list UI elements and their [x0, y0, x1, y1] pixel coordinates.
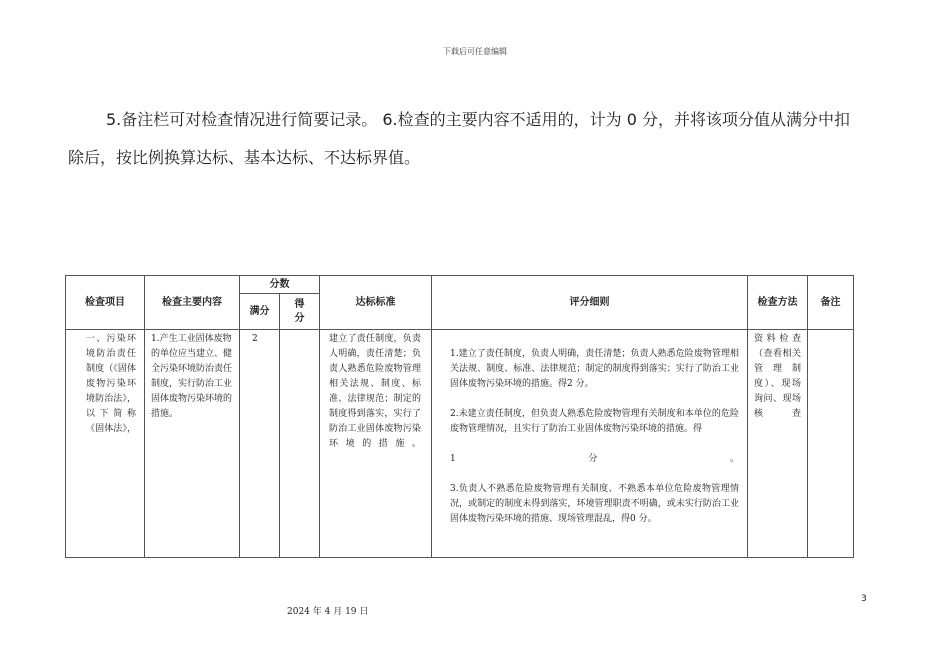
table-row — [66, 330, 854, 558]
criteria-item-2-score: 1 分 。 — [450, 454, 739, 464]
criteria-item-1: 1.建立了责任制度，负责人明确，责任清楚；负责人熟悉危险废物管理相关法规、制度、标准、法律规范；制定的制度得到落实；实行了防治工业固体废物污染环境的措施。得2 分。 — [450, 349, 739, 389]
page-number: 3 — [861, 594, 867, 604]
header-method: 检查方法 — [748, 276, 808, 330]
cell-criteria — [432, 330, 748, 558]
header-full-score: 满分 — [240, 294, 280, 330]
header-criteria: 评分细则 — [432, 276, 748, 330]
header-content: 检查主要内容 — [145, 276, 240, 330]
notes-paragraph — [68, 101, 878, 177]
header-score: 分数 — [240, 276, 320, 294]
footer-date: 2024 年 4 月 19 日 — [287, 607, 369, 617]
cell-content: 1.产生工业固体废物的单位应当建立、健全污染环境防治责任制度，实行防治工业固体废物污染环境的措施。 — [145, 330, 240, 558]
inspection-table — [65, 275, 854, 558]
cell-item: 一、污染环境防治责任制度（《固体废物污染环境防治法》，以下简称《固体法》， — [66, 330, 145, 558]
header-got-score: 得分 — [280, 294, 320, 330]
cell-full-score: 2 — [240, 330, 280, 558]
criteria-item-2: 2.未建立责任制度，但负责人熟悉危险废物管理有关制度和本单位的危险废物管理情况，且实行了防治工业固体废物污染环境的措施。得 — [450, 409, 739, 434]
cell-remark — [808, 330, 854, 558]
criteria-item-3: 3.负责人不熟悉危险废物管理有关制度、不熟悉本单位危险废物管理情况，或制定的制度未得到落实，环境管理职责不明确，或未实行防治工业固体废物污染环境的措施、现场管理混乱，得0 分。 — [450, 484, 739, 524]
paragraph-line-1: 5.备注栏可对检查情况进行简要记录。 6.检查的主要内容不适用的，计为 0 分，并将该项分值从满分中扣 — [106, 110, 850, 129]
cell-standard: 建立了责任制度，负责人明确，责任清楚；负责人熟悉危险废物管理相关法规、制度、标准、法律规范；制定的制度得到落实，实行了防治工业固体废物污染环境的措施。 — [320, 330, 432, 558]
cell-method: 资料检查（查看相关管理制度）、现场询问、现场核查 — [748, 330, 808, 558]
paragraph-line-2: 除后，按比例换算达标、基本达标、不达标界值。 — [68, 148, 421, 167]
header-standard: 达标标准 — [320, 276, 432, 330]
header-note: 下载后可任意编辑 — [443, 47, 507, 56]
cell-got-score — [280, 330, 320, 558]
header-item: 检查项目 — [66, 276, 145, 330]
header-remark: 备注 — [808, 276, 854, 330]
